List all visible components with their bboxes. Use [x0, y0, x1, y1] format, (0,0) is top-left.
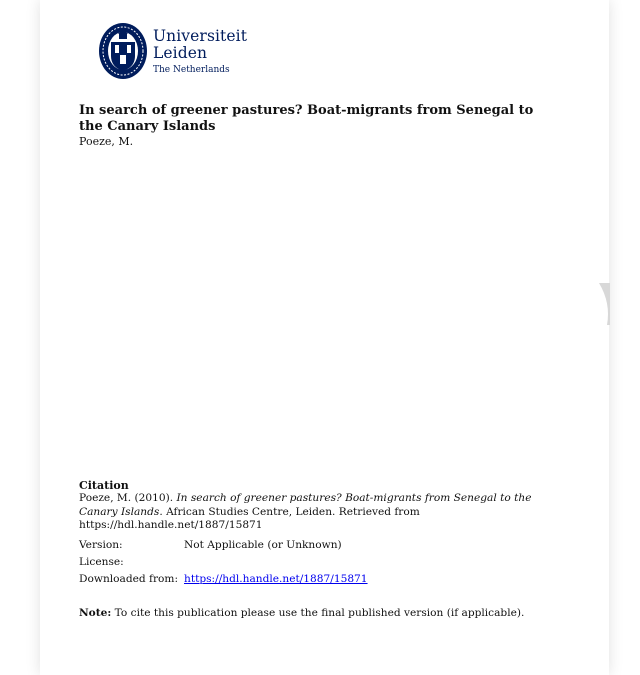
document-title: In search of greener pastures? Boat-migrants from Senegal to the Canary Islands	[79, 103, 534, 134]
version-label: Version:	[79, 539, 123, 551]
university-logo	[98, 22, 298, 82]
citation-suffix: . African Studies Centre, Leiden. Retrieved from https://hdl.handle.net/1887/15871	[79, 505, 420, 531]
leiden-seal-icon	[98, 22, 148, 80]
citation-italic-title: In search of greener pastures? Boat-migrants from Senegal to the Canary Islands	[79, 492, 532, 518]
document-author: Poeze, M.	[79, 135, 134, 148]
citation-prefix: Poeze, M. (2010).	[79, 492, 177, 504]
logo-line-leiden: Leiden	[153, 44, 208, 62]
page-curl-shadow	[597, 283, 611, 325]
note-label: Note:	[79, 607, 112, 619]
document-page	[40, 0, 609, 675]
logo-line-country: The Netherlands	[153, 65, 230, 75]
version-value: Not Applicable (or Unknown)	[184, 539, 342, 551]
citation-heading: Citation	[79, 479, 129, 492]
license-label: License:	[79, 556, 124, 568]
handle-link[interactable]: https://hdl.handle.net/1887/15871	[184, 573, 368, 585]
note-text	[79, 607, 524, 620]
note-body: To cite this publication please use the final published version (if applicable).	[111, 607, 525, 619]
citation-text	[79, 492, 559, 533]
downloaded-label: Downloaded from:	[79, 573, 179, 585]
logo-line-university: Universiteit	[153, 27, 248, 45]
